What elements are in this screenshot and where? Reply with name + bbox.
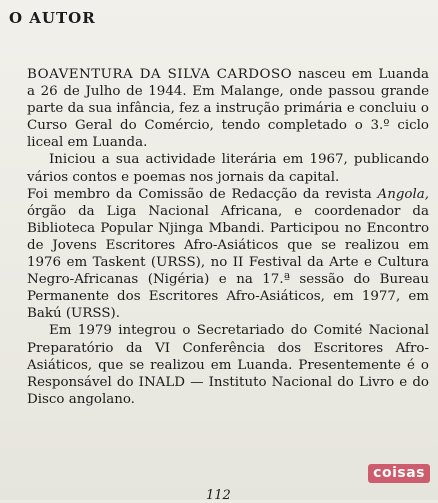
bio-paragraph-3-after: órgão da Liga Nacional Africana, e coordenador da Biblioteca Popular Njinga Mbandi. Participou no Encontro de Jovens Escritores Afro-Asiáticos que se realizou em 1976 em Taskent (URSS), no II Festival da Arte e Cultura Negro-Africanas (Nigéria) e na 17.ª sessão do Bureau Permanente dos Escritores Afro-Asiáticos, em 1977, em Bakú (URSS). <box>27 203 429 322</box>
bio-paragraph-3-before: Foi membro da Comissão de Redacção da revista <box>27 186 378 202</box>
bio-paragraph-1 <box>27 66 429 151</box>
magazine-title: Angola, <box>377 186 429 202</box>
author-name: BOAVENTURA DA SILVA CARDOSO <box>27 67 293 82</box>
author-biography <box>27 66 429 408</box>
page-heading: O AUTOR <box>9 9 96 27</box>
watermark-logo: coisas <box>368 464 430 483</box>
page-number: 112 <box>206 488 231 503</box>
bio-paragraph-1-text: nasceu em Luanda a 26 de Julho de 1944. Em Malange, onde passou grande parte da sua infância, fez a instrução primária e concluiu o Curso Geral do Comércio, tendo completado o 3.º ciclo liceal em Luanda. <box>27 67 429 151</box>
bio-paragraph-4: Em 1979 integrou o Secretariado do Comité Nacional Preparatório da VI Conferência dos Escritores Afro-Asiáticos, que se realizou em Luanda. Presentemente é o Responsável do INALD — Instituto Nacional do Livro e do Disco angolano. <box>27 323 429 407</box>
bio-paragraph-2: Iniciou a sua actividade literária em 1967, publicando vários contos e poemas nos jornais da capital. <box>27 152 429 185</box>
bio-paragraph-3 <box>27 186 429 323</box>
